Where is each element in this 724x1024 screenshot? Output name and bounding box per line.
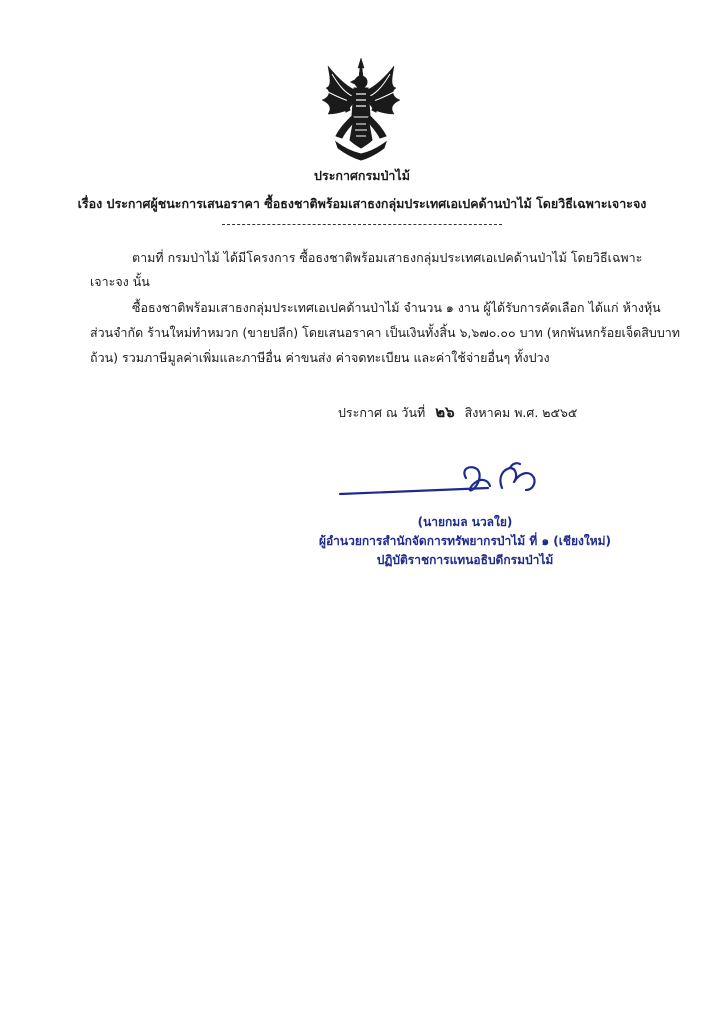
date-prefix: ประกาศ ณ วันที่	[338, 405, 426, 420]
divider-line	[222, 224, 502, 225]
paragraph-2-line-1: ซื้อธงชาติพร้อมเสาธงกลุ่มประเทศเอเปคด้านป่าไม้ จำนวน ๑ งาน ผู้ได้รับการคัดเลือก ได้แก่ ห้างหุ้น	[132, 300, 661, 315]
paragraph-2-line-3: ถ้วน) รวมภาษีมูลค่าเพิ่มและภาษีอื่น ค่าขนส่ง ค่าจดทะเบียน และค่าใช้จ่ายอื่นๆ ทั้งปวง	[90, 350, 550, 365]
paragraph-1-line-2: เจาะจง นั้น	[90, 274, 150, 289]
date-month-year: สิงหาคม พ.ศ. ๒๕๖๕	[464, 405, 578, 420]
signatory-name: (นายกมล นวลใย)	[417, 515, 513, 529]
paragraph-1-line-1: ตามที่ กรมป่าไม้ ได้มีโครงการ ซื้อธงชาติพร้อมเสาธงกลุ่มประเทศเอเปคด้านป่าไม้ โดยวิธีเฉพาะ	[132, 250, 643, 265]
paragraph-2-line-2: ส่วนจำกัด ร้านใหม่ทำหมวก (ขายปลีก) โดยเสนอราคา เป็นเงินทั้งสิ้น ๖,๖๗๐.๐๐ บาท (หกพันหกร้อยเจ็ดสิบบาท	[90, 325, 681, 340]
signatory-position: ผู้อำนวยการสำนักจัดการทรัพยากรป่าไม้ ที่ ๑ (เชียงใหม่)	[318, 534, 612, 548]
handwritten-signature	[338, 458, 558, 508]
agency-title: ประกาศกรมป่าไม้	[314, 168, 410, 183]
announcement-date	[338, 404, 577, 421]
document-subject: เรื่อง ประกาศผู้ชนะการเสนอราคา ซื้อธงชาติพร้อมเสาธงกลุ่มประเทศเอเปคด้านป่าไม้ โดยวิธีเฉพาะเจาะจง	[77, 196, 647, 211]
signatory-acting: ปฏิบัติราชการแทนอธิบดีกรมป่าไม้	[376, 553, 554, 567]
garuda-emblem-icon	[318, 56, 404, 162]
date-day: ๒๖	[435, 403, 455, 421]
